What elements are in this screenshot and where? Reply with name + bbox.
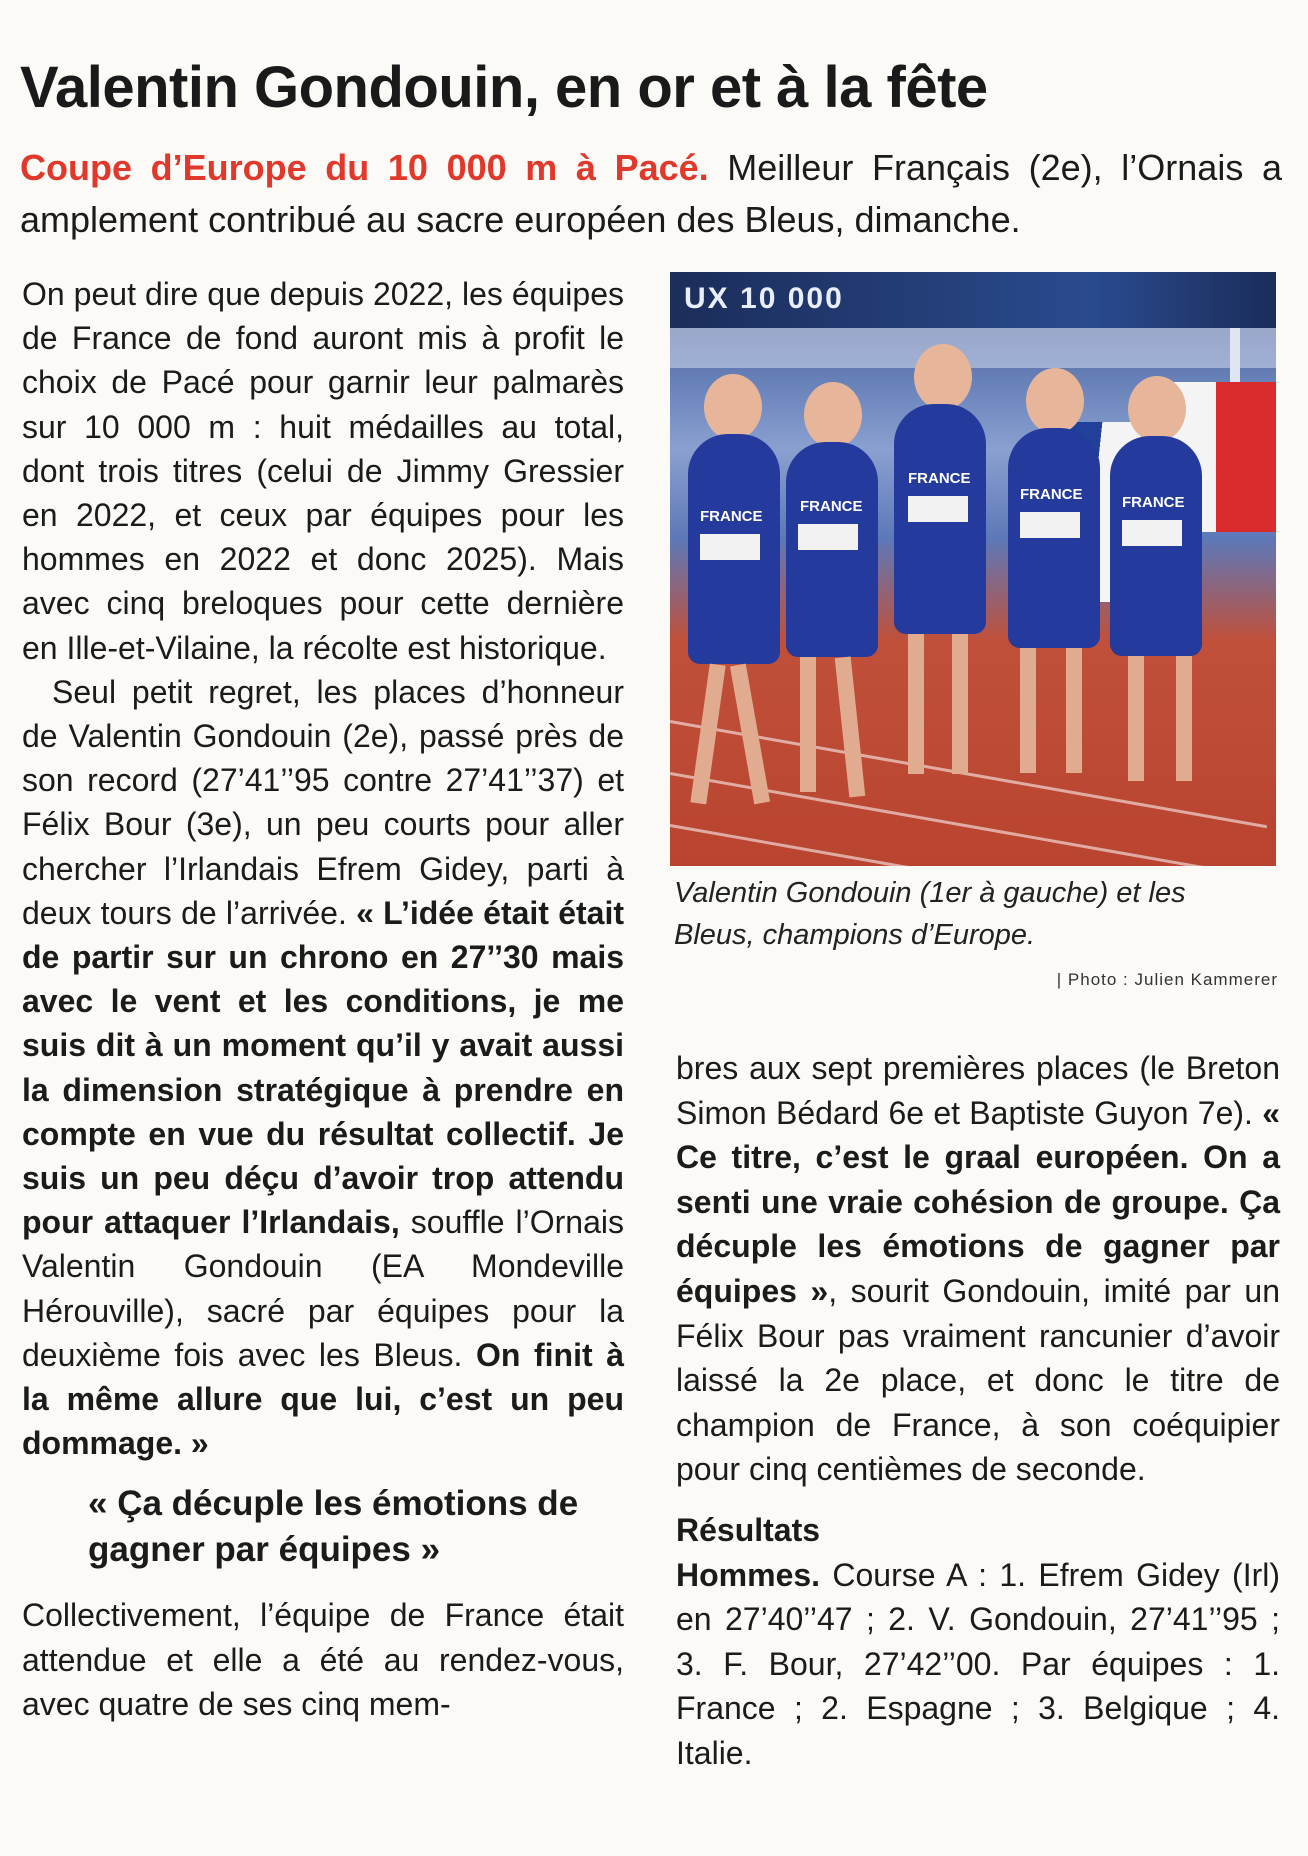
athlete-leg bbox=[1128, 656, 1144, 781]
athlete-leg bbox=[1176, 656, 1192, 781]
photo-credit: | Photo : Julien Kammerer bbox=[1056, 970, 1278, 989]
paragraph-team bbox=[676, 1046, 1280, 1492]
jersey-label: FRANCE bbox=[1020, 486, 1083, 503]
paragraph-regret bbox=[22, 670, 624, 1466]
athlete-leg bbox=[1066, 648, 1082, 773]
results-title: Résultats bbox=[676, 1511, 821, 1548]
gantry bbox=[670, 328, 1276, 368]
athlete-head bbox=[704, 374, 762, 440]
athlete-leg bbox=[908, 634, 924, 774]
paragraph-intro: On peut dire que depuis 2022, les équipes de France de fond auront mis à profit le choix de Pacé pour garnir leur palmarès sur 10 000 m : huit médailles au total, dont trois titres (celui de Jimmy Gressier en 2022, et ceux par équipes pour les hommes en 2022 et donc 2025). Mais avec cinq breloques pour cette dernière en Ille-et-Vilaine, la récolte est historique. bbox=[22, 276, 624, 666]
lead-paragraph bbox=[20, 142, 1282, 246]
race-bib bbox=[908, 496, 968, 522]
banner-text: UX 10 000 bbox=[684, 282, 844, 315]
subheading: « Ça décuple les émotions de gagner par équipes » bbox=[88, 1484, 579, 1570]
lead-kicker: Coupe d’Europe du 10 000 m à Pacé. bbox=[20, 147, 709, 188]
athlete-4 bbox=[1008, 428, 1100, 648]
race-bib bbox=[700, 534, 760, 560]
team-text-end: , sourit Gondouin, imité par un Félix Bour pas vraiment rancunier d’avoir laissé la 2e place, et donc le titre de champion de France, à son coéquipier pour cinq centièmes de seconde. bbox=[676, 1272, 1281, 1488]
lead-text: Meilleur Français (2e), l’Ornais a amplement contribué au sacre européen des Bleus, dimanche. bbox=[20, 147, 1282, 240]
quote-gondouin-3: « Ce titre, c’est le graal européen. On a senti une vraie cohésion de groupe. Ça décuple les émotions de gagner par équipes » bbox=[676, 1094, 1280, 1309]
athlete-head bbox=[1026, 368, 1084, 434]
team-text: bres aux sept premières places (le Breton Simon Bédard 6e et Baptiste Guyon 7e). bbox=[676, 1050, 1280, 1131]
race-bib bbox=[1122, 520, 1182, 546]
track-line bbox=[670, 824, 1267, 866]
headline: Valentin Gondouin, en or et à la fête bbox=[20, 55, 988, 120]
paragraph-collective: Collectivement, l’équipe de France était attendue et elle a été au rendez-vous, avec quatre de ses cinq mem- bbox=[22, 1597, 624, 1722]
attribution-text: souffle l’Ornais Valentin Gondouin (EA Mondeville Hérouville), sacré par équipes pour la deuxième fois avec les Bleus. bbox=[22, 1204, 625, 1373]
athlete-leg bbox=[1020, 648, 1036, 773]
quote-gondouin-1: « L’idée était était de partir sur un chrono en 27’’30 mais avec le vent et les conditions, je me suis dit à un moment qu’il y avait aussi la dimension stratégique à prendre en compte en vue du résultat collectif. Je suis un peu déçu d’avoir trop attendu pour attaquer l’Irlandais, bbox=[22, 894, 624, 1241]
left-column bbox=[22, 272, 624, 1726]
results-text: Course A : 1. Efrem Gidey (Irl) en 27’40’’47 ; 2. V. Gondouin, 27’41’’95 ; 3. F. Bour, 27’42’’00. Par équipes : 1. France ; 2. Espagne ; 3. Belgique ; 4. Italie. bbox=[676, 1556, 1280, 1771]
athlete-5 bbox=[1110, 436, 1202, 656]
athlete-head bbox=[1128, 376, 1186, 442]
jersey-label: FRANCE bbox=[1122, 494, 1185, 511]
team-photo bbox=[670, 272, 1276, 866]
athlete-leg bbox=[835, 657, 866, 798]
jersey-label: FRANCE bbox=[700, 508, 763, 525]
athlete-head bbox=[804, 382, 862, 448]
athlete-leg bbox=[952, 634, 968, 774]
race-bib bbox=[1020, 512, 1080, 538]
results-label: Hommes. bbox=[676, 1556, 821, 1593]
right-column bbox=[676, 1046, 1280, 1776]
quote-gondouin-2: On finit à la même allure que lui, c’est un peu dommage. » bbox=[22, 1336, 625, 1462]
athlete-leg bbox=[800, 657, 816, 792]
photo-caption: Valentin Gondouin (1er à gauche) et les Bleus, champions d’Europe. bbox=[674, 877, 1186, 951]
stadium-banner bbox=[670, 272, 1276, 328]
results-paragraph bbox=[676, 1553, 1280, 1776]
regret-text: Seul petit regret, les places d’honneur de Valentin Gondouin (2e), passé près de son record (27’41’’95 contre 27’41’’37) et Félix Bour (3e), un peu courts pour aller chercher l’Irlandais Efrem Gidey, parti à deux tours de l’arrivée. bbox=[22, 673, 624, 931]
jersey-label: FRANCE bbox=[800, 498, 863, 515]
athlete-head bbox=[914, 344, 972, 410]
jersey-label: FRANCE bbox=[908, 470, 971, 487]
race-bib bbox=[798, 524, 858, 550]
